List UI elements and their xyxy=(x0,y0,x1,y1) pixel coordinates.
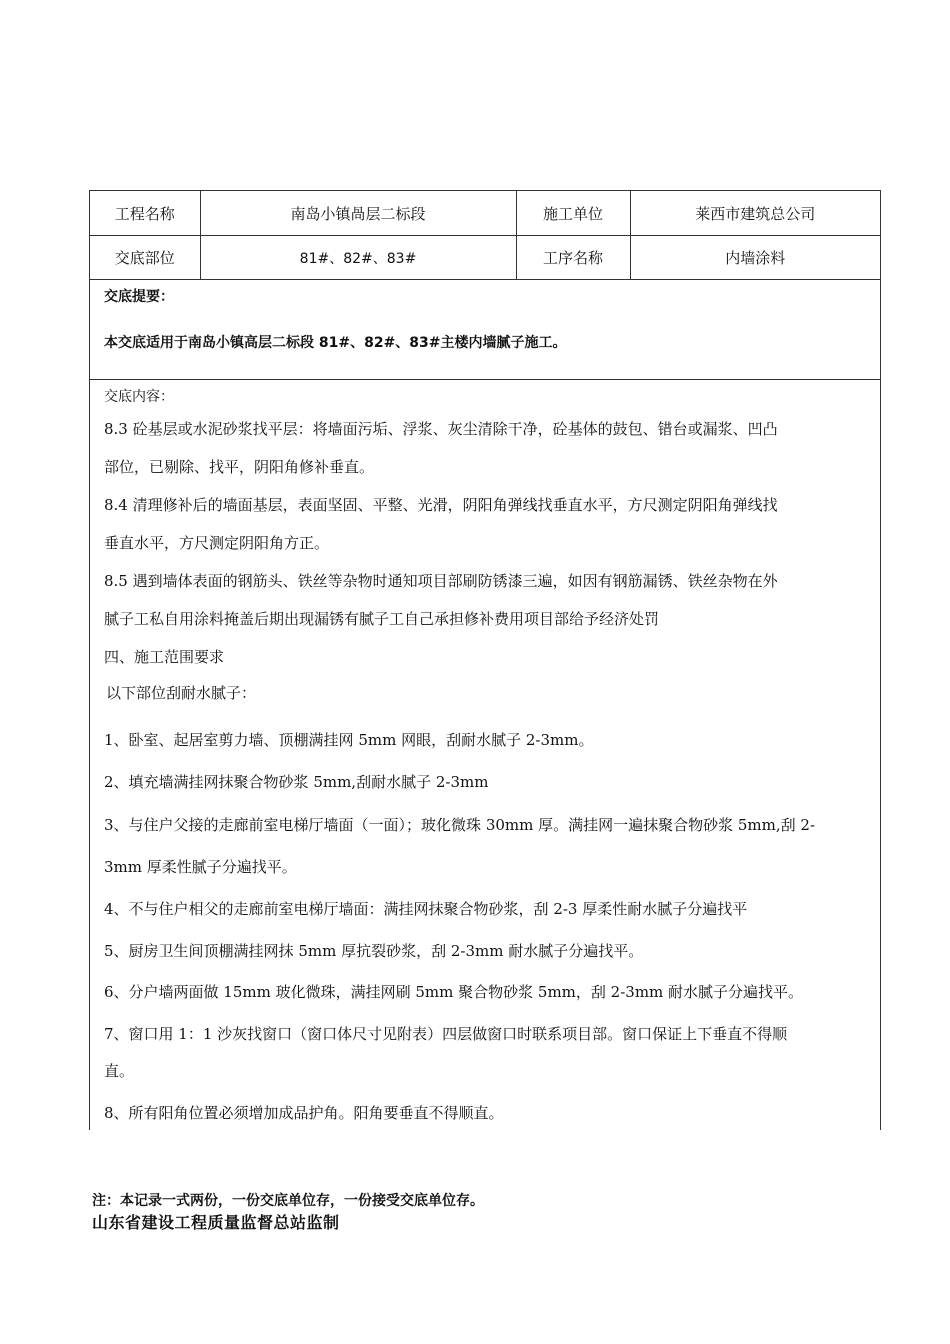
content-line: 5、厨房卫生间顶棚满挂网抹 5mm 厚抗裂砂浆，刮 2-3mm 耐水腻子分遍找平。 xyxy=(104,942,644,960)
content-line: 部位，已剔除、找平，阴阳角修补垂直。 xyxy=(104,458,375,476)
content-line: 直。 xyxy=(104,1062,135,1080)
content-line: 4、不与住户相父的走廊前室电梯厅墙面：满挂网抹聚合物砂浆，刮 2-3 厚柔性耐水腻子分遍找平 xyxy=(104,900,748,918)
content-line: 1、卧室、起居室剪力墙、顶棚满挂网 5mm 网眼，刮耐水腻子 2-3mm。 xyxy=(104,731,594,749)
content-line: 3mm 厚柔性腻子分遍找平。 xyxy=(104,858,297,876)
project-name-value: 南岛小镇咼层二标段 xyxy=(200,191,516,236)
summary-text: 本交底适用于南岛小镇高层二标段 81#、82#、83#主楼内墙腻子施工。 xyxy=(104,335,567,351)
content-line: 以下部位刮耐水腻子： xyxy=(106,684,257,702)
content-line: 3、与住户父接的走廊前室电梯厅墙面（一面）；玻化微珠 30mm 厚。满挂网一遍抹聚合物砂浆 5mm,刮 2- xyxy=(104,816,816,834)
content-line: 8.3 砼基层或水泥砂浆找平层：将墙面污垢、浮浆、灰尘清除干净，砼基体的鼓包、错台或漏浆、凹凸 xyxy=(104,420,778,438)
summary-label: 交底提要： xyxy=(104,289,174,305)
record-note: 注：本记录一式两份，一份交底单位存，一份接受交底单位存。 xyxy=(92,1193,484,1209)
header-table xyxy=(90,191,880,280)
disclosure-form xyxy=(89,190,881,1130)
content-line: 2、填充墙满挂网抹聚合物砂浆 5mm,刮耐水腻子 2-3mm xyxy=(104,773,489,791)
content-line: 8、所有阳角位置必须增加成品护角。阳角要垂直不得顺直。 xyxy=(104,1104,504,1122)
process-label: 工序名称 xyxy=(516,236,630,280)
contractor-label: 施工单位 xyxy=(516,191,630,236)
content-label: 交底内容： xyxy=(104,389,174,405)
header-row-2 xyxy=(90,236,880,280)
content-line: 垂直水平，方尺测定阴阳角方正。 xyxy=(104,534,330,552)
section-value: 81#、82#、83# xyxy=(200,236,516,280)
content-line: 8.4 清理修补后的墙面基层，表面坚固、平整、光滑，阴阳角弹线找垂直水平，方尺测定阴阳角弹线找 xyxy=(104,496,778,514)
content-line: 四、施工范围要求 xyxy=(104,648,225,666)
process-value: 内墙涂料 xyxy=(630,236,880,280)
content-line: 腻子工私自用涂料掩盖后期出现漏锈有腻子工自己承担修补费用项目部给予经济处罚 xyxy=(104,610,660,628)
issuer-footer: 山东省建设工程质量监督总站监制 xyxy=(92,1213,340,1232)
content-line: 6、分户墙两面做 15mm 玻化微珠，满挂网刷 5mm 聚合物砂浆 5mm，刮 2-3mm 耐水腻子分遍找平。 xyxy=(104,983,804,1001)
content-line: 7、窗口用 1：1 沙灰找窗口（窗口体尺寸见附表）四层做窗口时联系项目部。窗口保证上下垂直不得顺 xyxy=(104,1025,788,1043)
content-line: 8.5 遇到墙体表面的钢筋头、铁丝等杂物时通知项目部刷防锈漆三遍，如因有钢筋漏锈、铁丝杂物在外 xyxy=(104,572,778,590)
section-label: 交底部位 xyxy=(90,236,200,280)
header-row-1 xyxy=(90,191,880,236)
project-name-label: 工程名称 xyxy=(90,191,200,236)
summary-section xyxy=(90,280,880,380)
contractor-value: 莱西市建筑总公司 xyxy=(630,191,880,236)
